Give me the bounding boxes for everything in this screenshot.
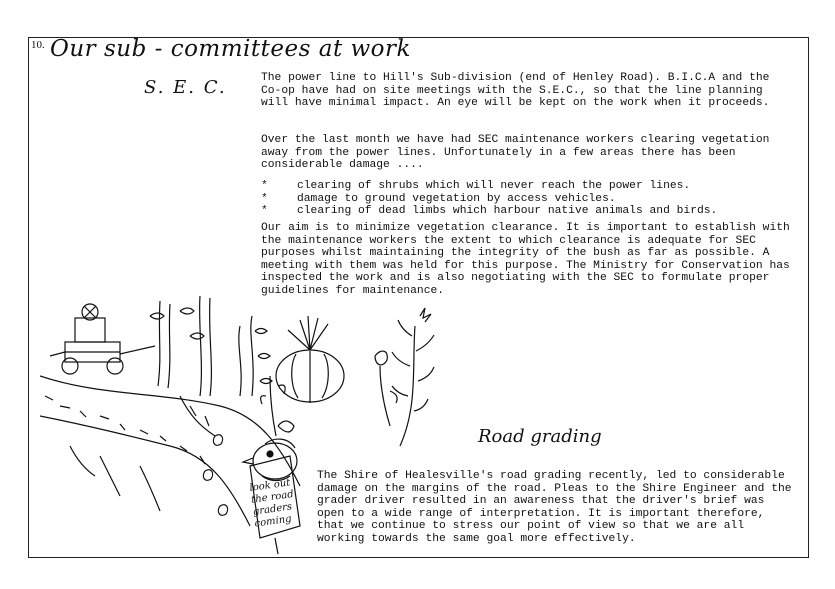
sec-paragraph-2: Over the last month we have had SEC maintenance workers clearing vegetation away from the power lines. Unfortunately in a few areas there has been considerable damage .... xyxy=(261,134,770,172)
list-item-text: clearing of shrubs which will never reach the power lines. xyxy=(297,180,691,192)
list-item-text: clearing of dead limbs which harbour native animals and birds. xyxy=(297,205,718,218)
sec-paragraph-1: The power line to Hill's Sub-division (end of Henley Road). B.I.C.A and the Co-op have had on site meetings with the S.E.C., so that the line planning will have minimal impact. An eye will be kept on the work when it proceeds. xyxy=(261,72,770,110)
bullet-star: * xyxy=(261,205,268,218)
grader-sketch xyxy=(50,304,155,374)
sec-heading: S. E. C. xyxy=(144,77,227,98)
list-item xyxy=(261,205,791,218)
sign-caption: look out the road graders coming xyxy=(248,477,295,530)
bullet-star: * xyxy=(261,192,268,205)
sec-paragraph-3: Our aim is to minimize vegetation clearance. It is important to establish with the maintenance workers the extent to which clearance is adequate for SEC purposes whilst maintaining the integrity of the bush as far as possible. A meeting with them was held for this purpose. The Ministry for Conservation has inspected the work and is also negotiating with the SEC to formulate proper guidelines for maintenance. xyxy=(261,222,790,297)
list-item xyxy=(261,193,791,206)
list-item-text: damage to ground vegetation by access vehicles. xyxy=(297,192,616,205)
damage-list xyxy=(261,180,791,218)
bullet-star: * xyxy=(261,180,268,192)
road-grading-paragraph: The Shire of Healesville's road grading recently, led to considerable damage on the margins of the road. Pleas to the Shire Engineer and the grader driver resulted in an awareness that the driver's brief was open to a wide range of interpretation. It is important therefore, that we continue to stress our point of view so that we are all working towards the same goal more effectively. xyxy=(317,470,792,545)
page-title: Our sub - committees at work xyxy=(50,36,411,62)
road-grading-heading: Road grading xyxy=(478,426,602,447)
list-item xyxy=(261,180,791,193)
page-number: 10. xyxy=(31,39,45,51)
